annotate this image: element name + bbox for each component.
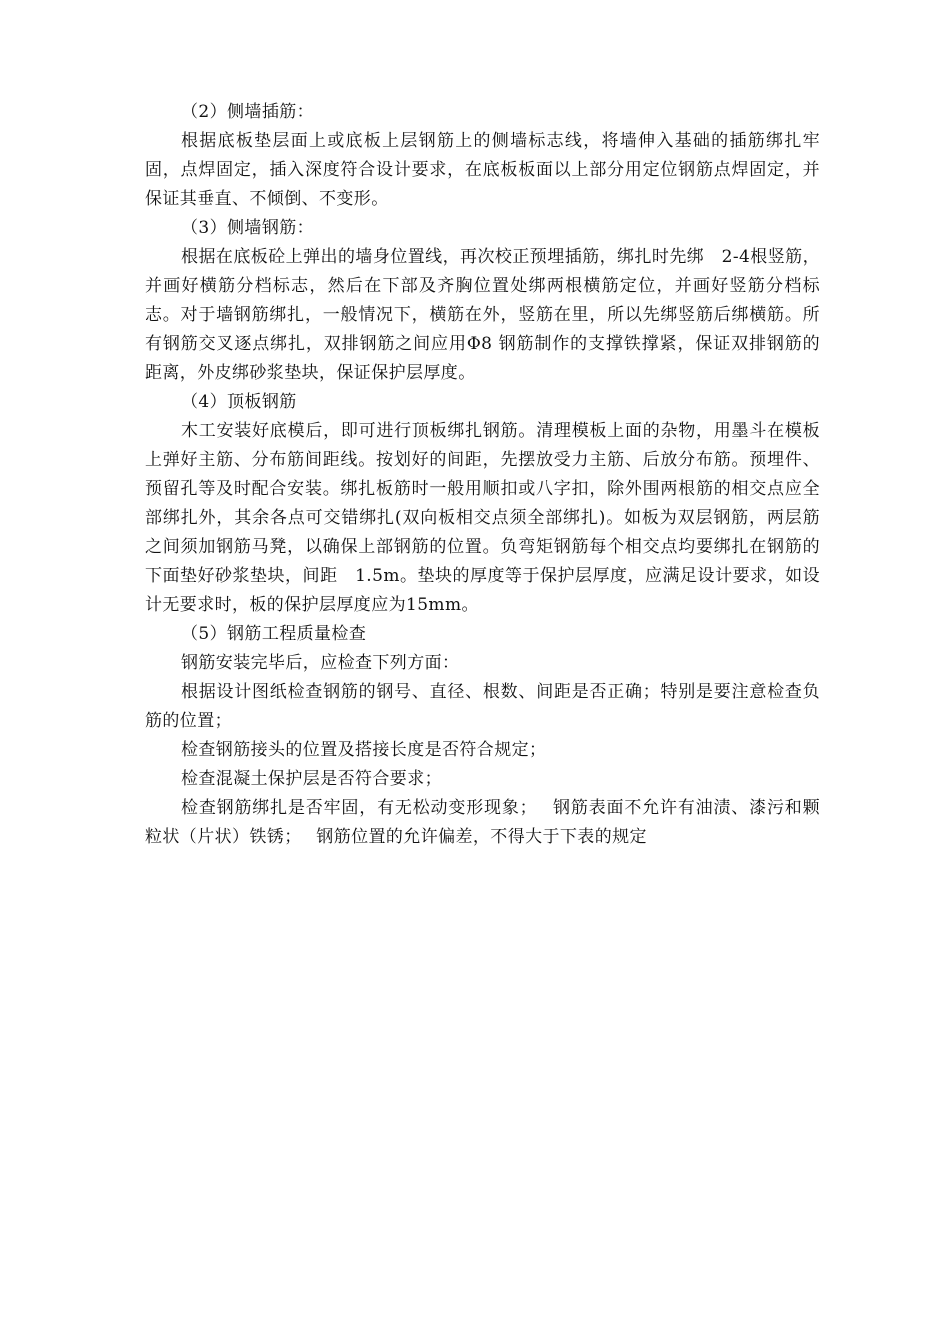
paragraph-inspection-item-1: 根据设计图纸检查钢筋的钢号、直径、根数、间距是否正确；特别是要注意检查负筋的位置； (145, 682, 820, 731)
section-heading-quality-inspection: （5）钢筋工程质量检查 (181, 624, 367, 644)
paragraph-inspection-item-2: 检查钢筋接头的位置及搭接长度是否符合规定； (181, 740, 547, 760)
paragraph-side-wall-rebar: 根据在底板砼上弹出的墙身位置线，再次校正预埋插筋，绑扎时先绑 2-4根竖筋，并画好横筋分档标志，然后在下部及齐胸位置处绑两根横筋定位，并画好竖筋分档标志。对于墙钢筋绑扎，一般情况下，横筋在外，竖筋在里，所以先绑竖筋后绑横筋。所有钢筋交叉逐点绑扎，双排钢筋之间应用Φ8 钢筋制作的支撑铁撑紧，保证双排钢筋的距离，外皮绑砂浆垫块，保证保护层厚度。 (145, 247, 820, 383)
document-body (145, 98, 820, 852)
paragraph-roof-slab-rebar: 木工安装好底模后，即可进行顶板绑扎钢筋。清理模板上面的杂物，用墨斗在模板上弹好主筋、分布筋间距线。按划好的间距，先摆放受力主筋、后放分布筋。预埋件、预留孔等及时配合安装。绑扎板筋时一般用顺扣或八字扣，除外围两根筋的相交点应全部绑扎外，其余各点可交错绑扎(双向板相交点须全部绑扎)。如板为双层钢筋，两层筋之间须加钢筋马凳，以确保上部钢筋的位置。负弯矩钢筋每个相交点均要绑扎在钢筋的下面垫好砂浆垫块，间距 1.5m。垫块的厚度等于保护层厚度，应满足设计要求，如设计无要求时，板的保护层厚度应为15mm。 (145, 421, 820, 615)
section-heading-side-wall-dowels: （2）侧墙插筋： (181, 102, 315, 122)
paragraph-inspection-intro: 钢筋安装完毕后，应检查下列方面： (181, 653, 460, 673)
section-heading-roof-slab-rebar: （4）顶板钢筋 (181, 392, 297, 412)
paragraph-side-wall-dowels: 根据底板垫层面上或底板上层钢筋上的侧墙标志线，将墙伸入基础的插筋绑扎牢固，点焊固定，插入深度符合设计要求，在底板板面以上部分用定位钢筋点焊固定，并保证其垂直、不倾倒、不变形。 (145, 131, 820, 209)
paragraph-inspection-item-4: 检查钢筋绑扎是否牢固，有无松动变形现象； 钢筋表面不允许有油渍、漆污和颗粒状（片状）铁锈； 钢筋位置的允许偏差，不得大于下表的规定 (145, 798, 820, 847)
paragraph-inspection-item-3: 检查混凝土保护层是否符合要求； (181, 769, 442, 789)
section-heading-side-wall-rebar: （3）侧墙钢筋： (181, 218, 315, 238)
